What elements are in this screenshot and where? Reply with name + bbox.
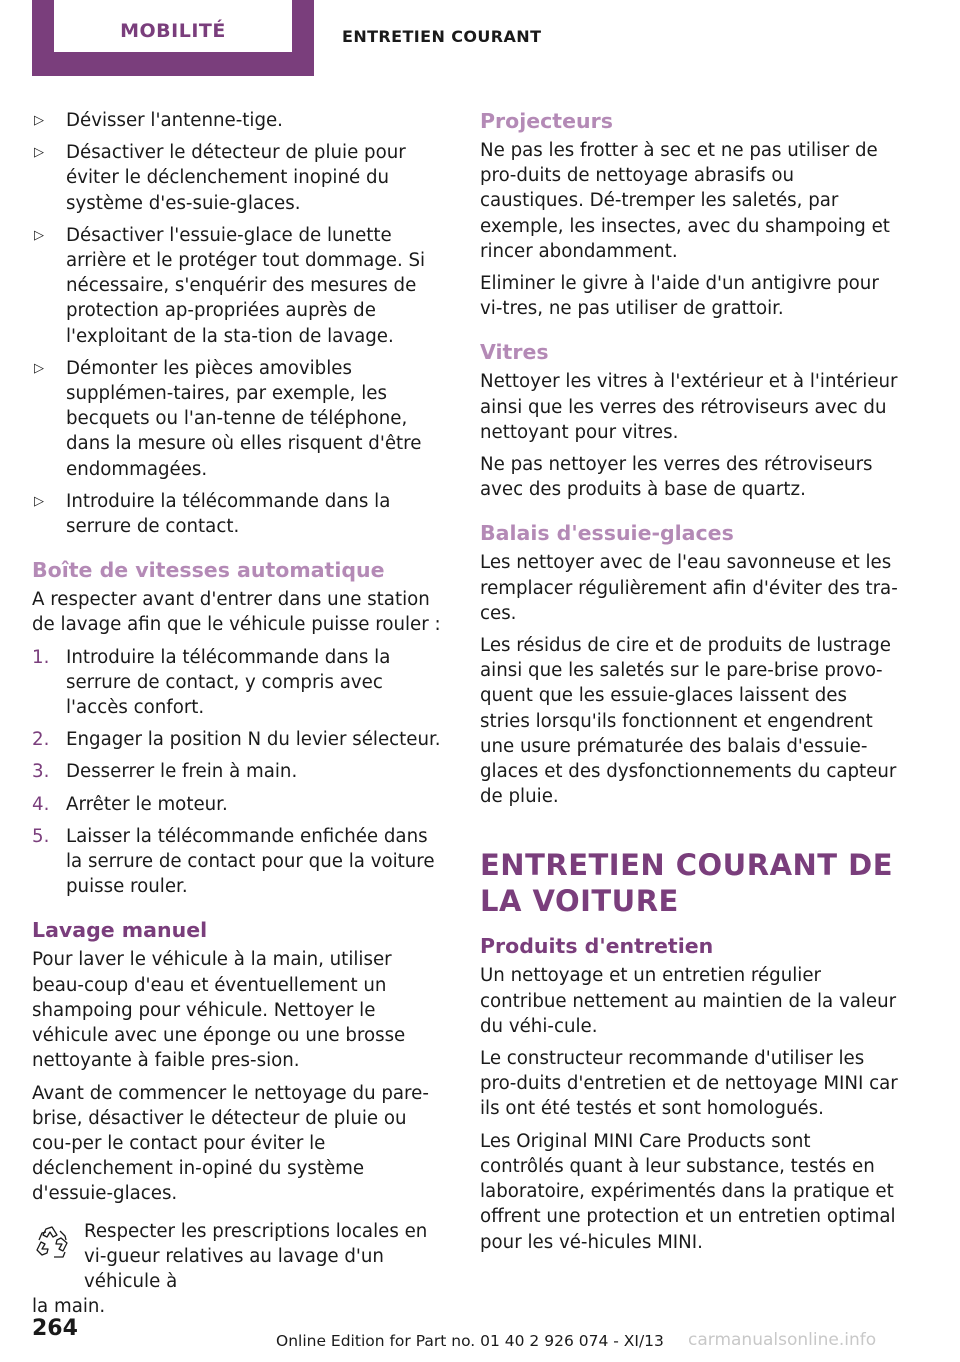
- gearbox-heading: Boîte de vitesses automatique: [32, 558, 385, 583]
- list-item: 3. Desserrer le frein à main.: [32, 761, 298, 783]
- environment-note: [32, 1219, 446, 1320]
- triangle-bullet-icon: ▷: [34, 493, 44, 509]
- chapter-title: ENTRETIEN COURANT: [342, 27, 542, 46]
- page-number: 264: [32, 1316, 78, 1341]
- note-text-tail: la main.: [32, 1296, 106, 1318]
- manual-wash-heading: Lavage manuel: [32, 918, 208, 943]
- products-paragraph: Un nettoyage et un entretien régulier contribue nettement au maintien de la valeur du véhi‐cule.: [480, 965, 897, 1037]
- wipers-heading: Balais d'essuie-glaces: [480, 521, 734, 546]
- triangle-bullet-icon: ▷: [34, 113, 44, 128]
- list-item: ▷ Dévisser l'antenne-tige.: [32, 108, 446, 133]
- list-item: 2. Engager la position N du levier sélecteur.: [32, 729, 441, 751]
- triangle-bullet-icon: ▷: [34, 227, 44, 243]
- care-section-title: ENTRETIEN COURANT DE LA VOITURE: [480, 848, 894, 919]
- mirrors-paragraph: Ne pas nettoyer les verres des rétroviseurs avec des produits à base de quartz.: [480, 454, 873, 501]
- wipers-paragraph: Les nettoyer avec de l'eau savonneuse et les remplacer régulièrement afin d'éviter des tra‐ces.: [480, 552, 898, 624]
- note-text: Respecter les prescriptions locales en vi‐gueur relatives au lavage d'un véhicule à: [84, 1220, 428, 1292]
- frost-paragraph: Eliminer le givre à l'aide d'un antigivre pour vi‐tres, ne pas utiliser de grattoir.: [480, 273, 879, 320]
- left-column: [32, 108, 446, 1319]
- list-item: ▷ Désactiver l'essuie-glace de lunette arrière et le protéger tout dommage. Si nécessaire, s'enquérir des mesures de protection ap‐propriées auprès de l'exploitant de la sta‐tion de lavage.: [34, 224, 426, 347]
- preparation-list: [32, 108, 446, 539]
- edition-footer: Online Edition for Part no. 01 40 2 926 074 - XI/13: [276, 1332, 664, 1350]
- list-item: ▷ Désactiver le détecteur de pluie pour éviter le déclenchement inopiné du système d'es‐suie-glaces.: [34, 142, 406, 214]
- list-item: 5. Laisser la télécommande enfichée dans la serrure de contact pour que la voiture puisse rouler.: [32, 825, 435, 898]
- windows-heading: Vitres: [480, 340, 549, 365]
- recycle-icon: [32, 1223, 72, 1263]
- triangle-bullet-icon: ▷: [34, 145, 44, 161]
- care-products-paragraph: Les Original MINI Care Products sont contrôlés quant à leur substance, testés en laboratoire, expérimentés dans la pratique et offrent une protection et un entretien optimal pour les vé‐hicules MINI.: [480, 1130, 896, 1253]
- manual-wash-paragraph: Pour laver le véhicule à la main, utiliser beau‐coup d'eau et éventuellement un shampoing pour véhicule. Nettoyer le véhicule avec une éponge ou une brosse nettoyante à faible pres‐sion.: [32, 949, 406, 1072]
- products-heading: Produits d'entretien: [480, 934, 714, 959]
- projectors-heading: Projecteurs: [480, 109, 613, 133]
- windows-paragraph: Nettoyer les vitres à l'extérieur et à l'intérieur ainsi que les verres des rétroviseurs avec du nettoyant pour vitres.: [480, 371, 898, 443]
- gearbox-intro: A respecter avant d'entrer dans une station de lavage afin que le véhicule puisse rouler :: [32, 589, 441, 636]
- wax-paragraph: Les résidus de cire et de produits de lustrage ainsi que les saletés sur le pare-brise provo‐quent que les essuie-glaces laissent des stries lorsqu'ils fonctionnent et engendrent une usure prématurée des balais d'essuie-glaces et des dysfonctionnements du capteur de pluie.: [480, 635, 897, 808]
- watermark: carmanualsonline.info: [688, 1330, 877, 1350]
- list-item: 1. Introduire la télécommande dans la serrure de contact, y compris avec l'accès confort.: [32, 646, 391, 719]
- triangle-bullet-icon: ▷: [34, 360, 44, 376]
- manufacturer-paragraph: Le constructeur recommande d'utiliser les pro‐duits d'entretien et de nettoyage MINI car ils ont été testés et sont homologués.: [480, 1048, 898, 1120]
- list-item: ▷ Introduire la télécommande dans la serrure de contact.: [34, 490, 391, 538]
- right-column: [480, 108, 898, 1262]
- list-item: ▷ Démonter les pièces amovibles supplémen‐taires, par exemple, les becquets ou l'an‐tenne de téléphone, dans la mesure où elles risquent d'être endommagées.: [34, 357, 422, 480]
- section-tab: [32, 0, 314, 76]
- projectors-paragraph: Ne pas les frotter à sec et ne pas utiliser de pro‐duits de nettoyage abrasifs ou caustiques. Dé‐tremper les saletés, par exemple, les insectes, avec du shampoing et rincer abondamment.: [480, 140, 890, 262]
- windscreen-paragraph: Avant de commencer le nettoyage du pare-brise, désactiver le détecteur de pluie ou cou‐per le contact pour éviter le déclenchement in‐opiné du système d'essuie-glaces.: [32, 1082, 429, 1205]
- section-tab-label: MOBILITÉ: [54, 0, 292, 52]
- list-item: 4. Arrêter le moteur.: [32, 793, 228, 815]
- gearbox-steps: [32, 645, 446, 900]
